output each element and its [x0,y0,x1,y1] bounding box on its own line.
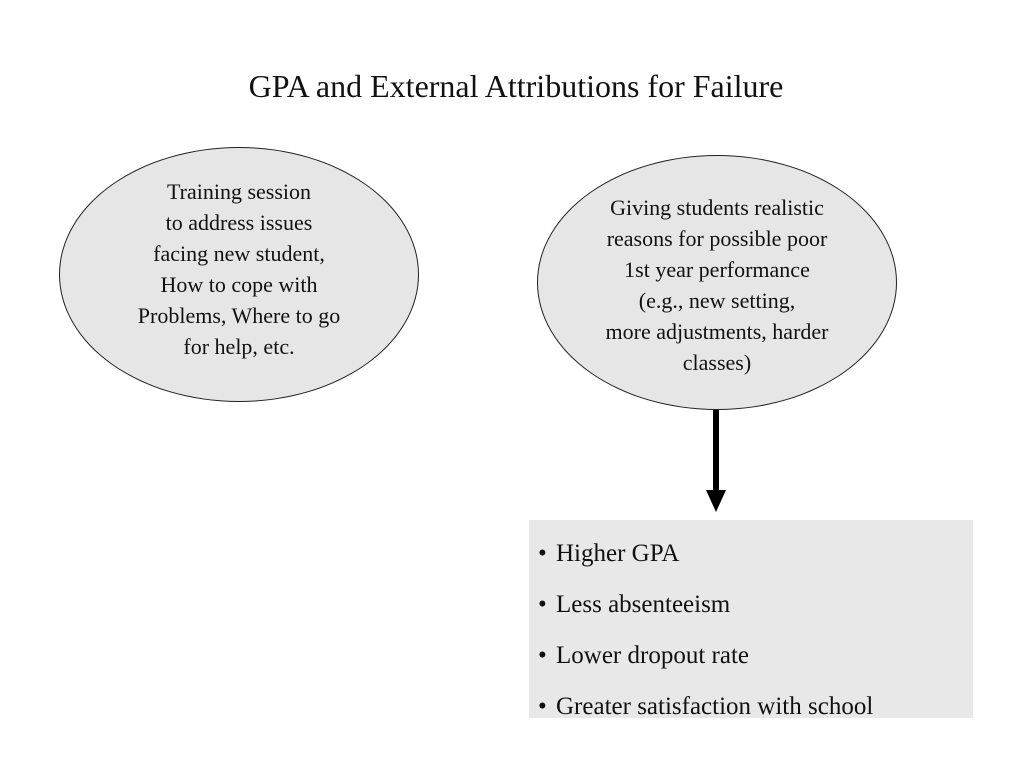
slide-title: GPA and External Attributions for Failure [248,68,784,104]
bullet-icon: • [538,540,547,567]
outcome-label: Greater satisfaction with school [556,693,874,720]
training-session-node [59,147,419,402]
outcome-item [538,579,973,630]
attribution-node [537,155,897,410]
training-session-text [138,176,340,362]
outcome-label: Higher GPA [556,540,680,567]
outcome-item [538,681,973,732]
training-session-line: facing new student, [153,240,325,266]
outcome-label: Lower dropout rate [556,642,749,669]
attribution-text [606,192,829,378]
training-session-line: Problems, Where to go [137,302,341,328]
outcome-item [538,630,973,681]
bullet-icon: • [538,591,547,618]
arrow-head [706,490,726,512]
attribution-line: 1st year performance [624,256,810,282]
training-session-line: How to cope with [160,271,318,297]
outcomes-box [529,520,973,718]
outcome-item [538,528,973,579]
attribution-line: Giving students realistic [610,194,824,220]
attribution-line: reasons for possible poor [606,225,828,251]
training-session-line: for help, etc. [183,333,295,359]
attribution-line: classes) [682,349,752,375]
bullet-icon: • [538,693,547,720]
attribution-line: (e.g., new setting, [638,287,796,313]
down-arrow-icon [698,410,734,514]
training-session-line: to address issues [165,209,313,235]
bullet-icon: • [538,642,547,669]
outcome-label: Less absenteeism [556,591,731,618]
training-session-line: Training session [166,178,312,204]
attribution-line: more adjustments, harder [605,318,829,344]
